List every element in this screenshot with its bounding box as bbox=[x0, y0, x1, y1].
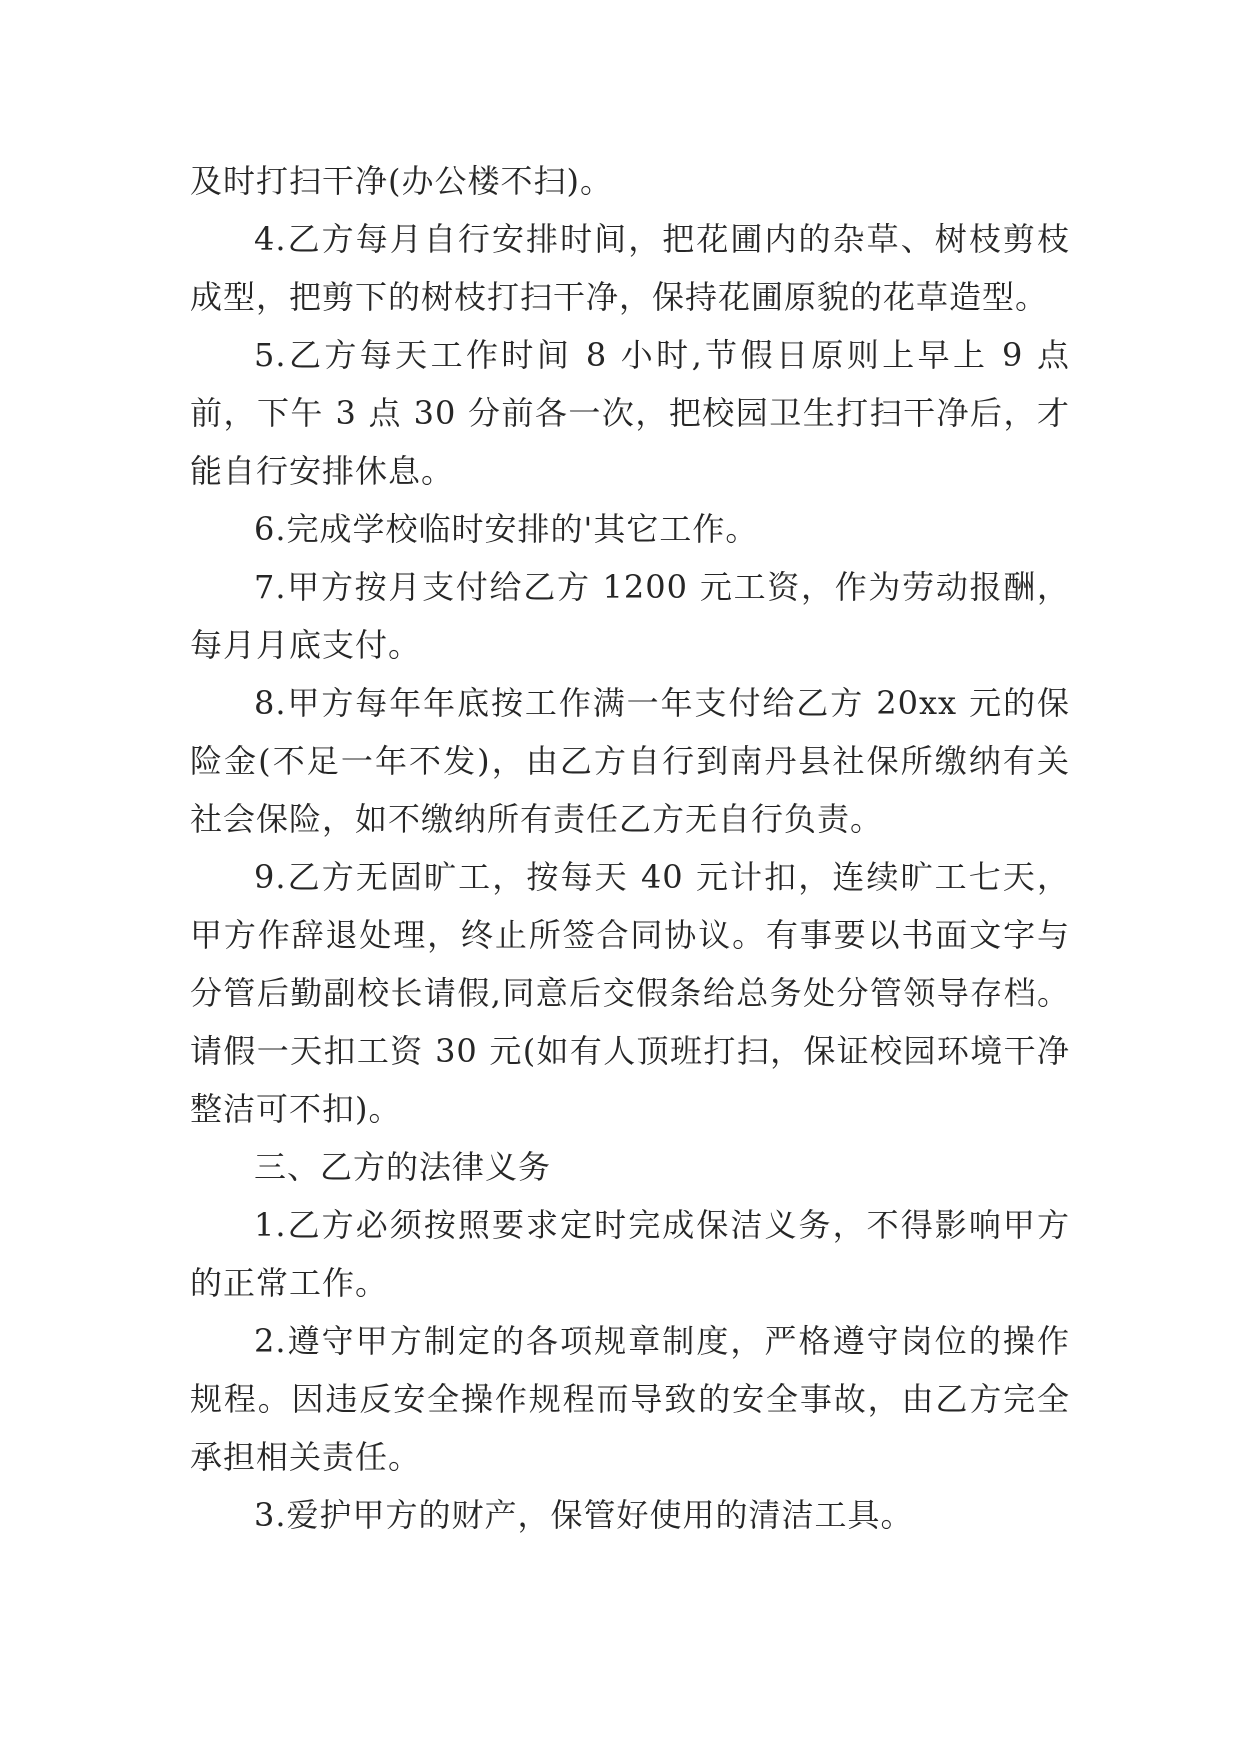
document-body bbox=[190, 152, 1070, 1544]
paragraph-item-7: 7.甲方按月支付给乙方 1200 元工资，作为劳动报酬，每月月底支付。 bbox=[190, 568, 1070, 664]
paragraph-item-9: 9.乙方无固旷工，按每天 40 元计扣，连续旷工七天，甲方作辞退处理，终止所签合同协议。有事要以书面文字与分管后勤副校长请假,同意后交假条给总务处分管领导存档。请假一天扣工资 30 元(如有人顶班打扫，保证校园环境干净整洁可不扣)。 bbox=[190, 858, 1070, 1128]
paragraph-duty-1: 1.乙方必须按照要求定时完成保洁义务，不得影响甲方的正常工作。 bbox=[190, 1206, 1070, 1302]
section-heading-3: 三、乙方的法律义务 bbox=[254, 1148, 552, 1186]
paragraph-item-8: 8.甲方每年年底按工作满一年支付给乙方 20xx 元的保险金(不足一年不发)，由乙方自行到南丹县社保所缴纳有关社会保险，如不缴纳所有责任乙方无自行负责。 bbox=[190, 684, 1070, 838]
paragraph-duty-2: 2.遵守甲方制定的各项规章制度，严格遵守岗位的操作规程。因违反安全操作规程而导致的安全事故，由乙方完全承担相关责任。 bbox=[190, 1322, 1070, 1476]
paragraph-item-6: 6.完成学校临时安排的'其它工作。 bbox=[254, 510, 759, 548]
paragraph-duty-3: 3.爱护甲方的财产，保管好使用的清洁工具。 bbox=[254, 1496, 914, 1534]
paragraph-item-4: 4.乙方每月自行安排时间，把花圃内的杂草、树枝剪枝成型，把剪下的树枝打扫干净，保持花圃原貌的花草造型。 bbox=[190, 220, 1070, 316]
paragraph-item-5: 5.乙方每天工作时间 8 小时,节假日原则上早上 9 点前，下午 3 点 30 分前各一次，把校园卫生打扫干净后，才能自行安排休息。 bbox=[190, 336, 1070, 490]
paragraph-continuation: 及时打扫干净(办公楼不扫)。 bbox=[190, 162, 613, 200]
